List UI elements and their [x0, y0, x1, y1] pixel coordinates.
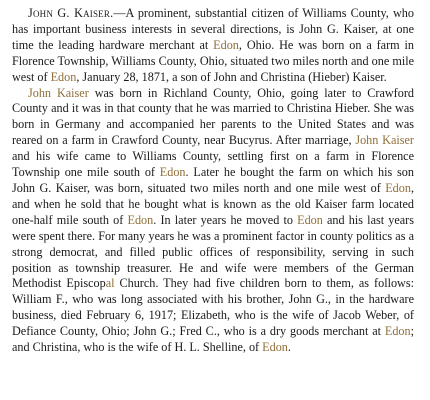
text-run: , Ohio. He was born on a farm in Florence Township, Williams County, Ohio, situated two miles north and one mile west of: [12, 37, 414, 84]
text-run: Church. They had five children born to them, as follows: William F., who was long associated with his brother, John G., in the hardware business, died February 6, 1917; Elizabeth, who is the wife of Jacob Weber, of Defiance County, Ohio; John G.; Fred C., who is a dry goods merchant at: [12, 276, 414, 339]
highlighted-term: John Kaiser: [28, 85, 89, 100]
highlighted-term: Edon: [213, 37, 239, 52]
subject-name-heading: John G. Kaiser.: [28, 6, 114, 20]
text-run: , and when he sold that he bought what is known as the old Kaiser farm located one-half mile south of: [12, 180, 414, 227]
article-body: [12, 6, 414, 356]
text-run: ; and Christina, who is the wife of H. L. Shelline, of: [12, 324, 414, 355]
paragraph-2: [12, 86, 414, 356]
highlighted-term: Edon: [384, 324, 411, 339]
text-run: and his last years were spent there. For many years he was a prominent factor in county politics as a strong democrat, and filled public offices of responsibility, serving in such position as township treasurer. He and wife were members of the German Methodist Episcop: [12, 212, 414, 291]
text-run: and his wife came to Williams County, settling first on a farm in Florence Township one mile south of: [12, 149, 414, 180]
highlighted-term: Edon: [385, 180, 411, 195]
text-run: , January 28, 1871, a son of John and Christina (Hieber) Kaiser.: [76, 69, 387, 84]
text-run: .: [287, 340, 291, 355]
highlighted-term: Edon: [297, 212, 323, 227]
highlighted-term: John Kaiser: [355, 133, 414, 148]
highlighted-term: al: [105, 276, 115, 291]
highlighted-term: Edon: [50, 69, 77, 84]
paragraph-1: [12, 6, 414, 86]
text-run: —A prominent, substantial citizen of Williams County, who has important business interests in several directions, is John G. Kaiser, at one time the leading hardware merchant at: [12, 6, 414, 52]
text-run: was born in Richland County, Ohio, going later to Crawford County and it was in that county that he was married to Christina Hieber. She was born in Germany and accompanied her parents to the United States and was reared on a farm in Crawford County, near Bucyrus. After marriage,: [12, 85, 414, 148]
highlighted-term: Edon: [127, 212, 154, 227]
text-run: . In later years he moved to: [153, 212, 298, 227]
text-run: . Later he bought the farm on which his son John G. Kaiser, was born, situated two miles north and one mile west of: [12, 165, 414, 195]
highlighted-term: Edon: [262, 340, 288, 355]
highlighted-term: Edon: [159, 165, 186, 180]
